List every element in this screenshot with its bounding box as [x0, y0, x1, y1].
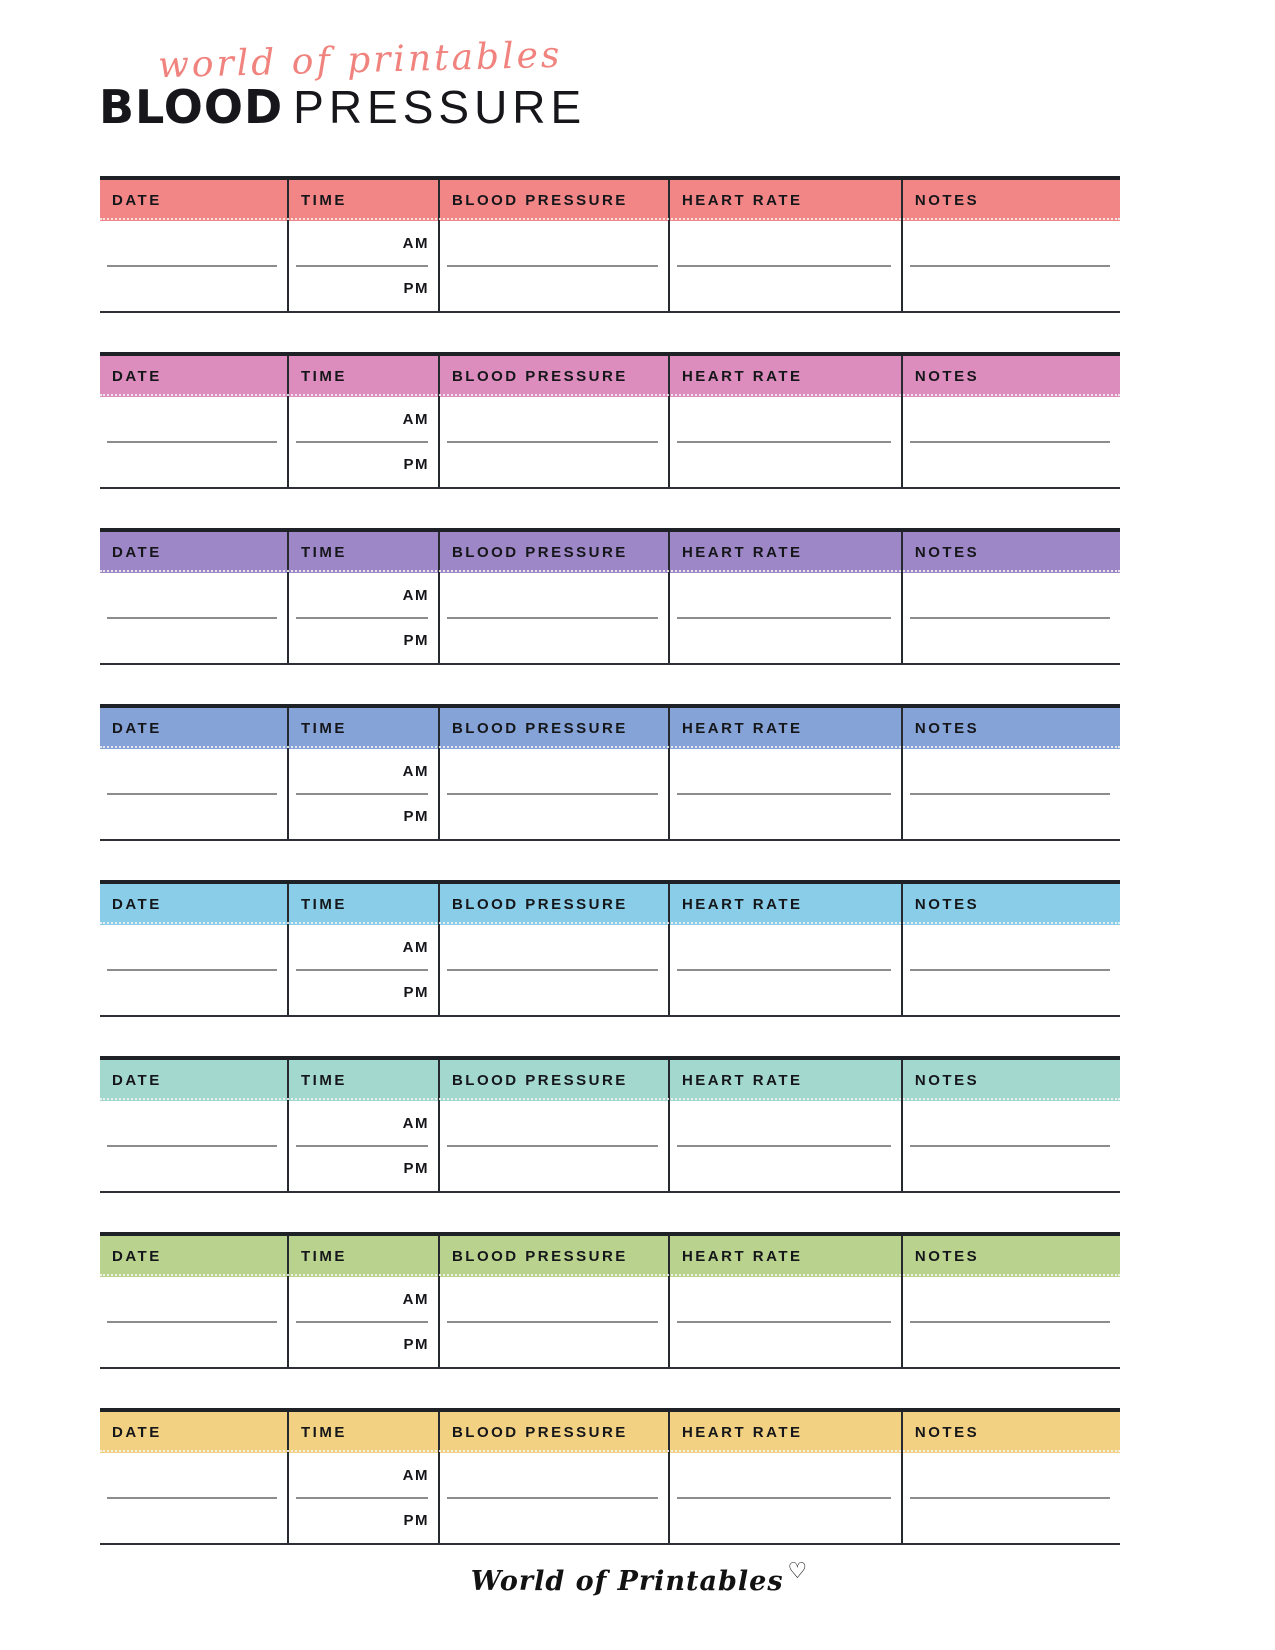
writing-line [107, 265, 277, 267]
table-body [100, 1453, 1120, 1545]
column-header-heart-rate: HEART RATE [670, 1236, 903, 1277]
writing-line [677, 1497, 891, 1499]
column-header-time: TIME [289, 180, 440, 221]
blood-pressure-entry-cell [440, 573, 670, 663]
column-header-heart-rate: HEART RATE [670, 708, 903, 749]
column-header-time: TIME [289, 1236, 440, 1277]
writing-line [447, 1321, 658, 1323]
table-body [100, 1101, 1120, 1193]
pm-label: PM [403, 456, 429, 473]
writing-line [447, 793, 658, 795]
date-entry-cell [100, 1453, 289, 1543]
column-header-blood-pressure: BLOOD PRESSURE [440, 180, 670, 221]
bp-table-2 [100, 352, 1120, 489]
bp-table-4 [100, 704, 1120, 841]
pm-label: PM [403, 1336, 429, 1353]
writing-line [910, 1145, 1110, 1147]
column-header-time: TIME [289, 884, 440, 925]
column-header-date: DATE [100, 356, 289, 397]
column-header-time: TIME [289, 1412, 440, 1453]
writing-line [447, 969, 658, 971]
column-header-blood-pressure: BLOOD PRESSURE [440, 1060, 670, 1101]
column-header-time: TIME [289, 1060, 440, 1101]
page-title [99, 80, 586, 134]
writing-line [677, 793, 891, 795]
writing-line [910, 441, 1110, 443]
column-header-blood-pressure: BLOOD PRESSURE [440, 884, 670, 925]
time-entry-cell [289, 1453, 440, 1543]
table-header-row [100, 352, 1120, 397]
writing-line [677, 617, 891, 619]
writing-line [910, 793, 1110, 795]
am-label: AM [402, 763, 429, 780]
heart-rate-entry-cell [670, 397, 903, 487]
table-header-row [100, 176, 1120, 221]
column-header-notes: NOTES [914, 1424, 980, 1441]
column-header-time: TIME [289, 356, 440, 397]
date-entry-cell [100, 573, 289, 663]
page-title-bold: BLOOD [99, 80, 284, 134]
column-header-blood-pressure: BLOOD PRESSURE [440, 1412, 670, 1453]
date-entry-cell [100, 1277, 289, 1367]
column-header-heart-rate: HEART RATE [670, 356, 903, 397]
column-header-heart-rate: HEART RATE [670, 1060, 903, 1101]
heart-rate-entry-cell [670, 221, 903, 311]
am-label: AM [402, 411, 429, 428]
column-header-notes: NOTES [914, 896, 980, 913]
blood-pressure-entry-cell [440, 1277, 670, 1367]
writing-line [296, 1145, 428, 1147]
writing-line [910, 969, 1110, 971]
bp-table-3 [100, 528, 1120, 665]
bp-table-8 [100, 1408, 1120, 1545]
blood-pressure-entry-cell [440, 397, 670, 487]
table-header-row [100, 528, 1120, 573]
column-header-notes: NOTES [914, 1248, 980, 1265]
writing-line [677, 1145, 891, 1147]
writing-line [677, 265, 891, 267]
pm-label: PM [403, 984, 429, 1001]
page-title-light: PRESSURE [293, 81, 587, 133]
writing-line [910, 1321, 1110, 1323]
table-body [100, 925, 1120, 1017]
am-label: AM [402, 939, 429, 956]
writing-line [107, 1321, 277, 1323]
time-entry-cell [289, 397, 440, 487]
am-label: AM [402, 1291, 429, 1308]
column-header-heart-rate: HEART RATE [670, 532, 903, 573]
am-label: AM [402, 1115, 429, 1132]
column-header-heart-rate: HEART RATE [670, 180, 903, 221]
table-body [100, 1277, 1120, 1369]
date-entry-cell [100, 1101, 289, 1191]
pm-label: PM [403, 632, 429, 649]
writing-line [910, 265, 1110, 267]
blood-pressure-entry-cell [440, 1453, 670, 1543]
notes-entry-cell [903, 925, 1120, 1015]
column-header-time: TIME [289, 708, 440, 749]
column-header-date: DATE [100, 884, 289, 925]
writing-line [296, 1321, 428, 1323]
am-label: AM [402, 235, 429, 252]
pm-label: PM [403, 808, 429, 825]
column-header-date: DATE [100, 1060, 289, 1101]
column-header-notes: NOTES [914, 368, 980, 385]
writing-line [910, 617, 1110, 619]
date-entry-cell [100, 749, 289, 839]
writing-line [910, 1497, 1110, 1499]
column-header-date: DATE [100, 708, 289, 749]
footer-brand-text: World of Printables [470, 1566, 784, 1597]
column-header-blood-pressure: BLOOD PRESSURE [440, 356, 670, 397]
column-header-date: DATE [100, 532, 289, 573]
column-header-notes: NOTES [914, 192, 980, 209]
notes-entry-cell [903, 221, 1120, 311]
time-entry-cell [289, 221, 440, 311]
bp-table-7 [100, 1232, 1120, 1369]
column-header-notes: NOTES [914, 720, 980, 737]
heart-rate-entry-cell [670, 749, 903, 839]
column-header-blood-pressure: BLOOD PRESSURE [440, 708, 670, 749]
pm-label: PM [403, 280, 429, 297]
table-body [100, 573, 1120, 665]
am-label: AM [402, 1467, 429, 1484]
table-header-row [100, 1056, 1120, 1101]
writing-line [296, 441, 428, 443]
writing-line [677, 1321, 891, 1323]
heart-rate-entry-cell [670, 925, 903, 1015]
blood-pressure-entry-cell [440, 221, 670, 311]
writing-line [447, 441, 658, 443]
writing-line [447, 1497, 658, 1499]
table-body [100, 397, 1120, 489]
heart-rate-entry-cell [670, 573, 903, 663]
pm-label: PM [403, 1160, 429, 1177]
notes-entry-cell [903, 573, 1120, 663]
writing-line [447, 1145, 658, 1147]
writing-line [447, 265, 658, 267]
writing-line [296, 617, 428, 619]
writing-line [296, 793, 428, 795]
writing-line [296, 265, 428, 267]
blood-pressure-entry-cell [440, 925, 670, 1015]
writing-line [107, 969, 277, 971]
am-label: AM [402, 587, 429, 604]
date-entry-cell [100, 925, 289, 1015]
date-entry-cell [100, 397, 289, 487]
time-entry-cell [289, 749, 440, 839]
blood-pressure-entry-cell [440, 749, 670, 839]
column-header-heart-rate: HEART RATE [670, 884, 903, 925]
table-header-row [100, 1232, 1120, 1277]
writing-line [677, 441, 891, 443]
notes-entry-cell [903, 1277, 1120, 1367]
time-entry-cell [289, 573, 440, 663]
table-body [100, 221, 1120, 313]
table-body [100, 749, 1120, 841]
writing-line [107, 441, 277, 443]
time-entry-cell [289, 1277, 440, 1367]
table-header-row [100, 880, 1120, 925]
heart-rate-entry-cell [670, 1101, 903, 1191]
footer-brand [0, 1558, 1275, 1597]
time-entry-cell [289, 1101, 440, 1191]
column-header-heart-rate: HEART RATE [670, 1412, 903, 1453]
pm-label: PM [403, 1512, 429, 1529]
heart-icon: ♡ [787, 1558, 809, 1584]
blood-pressure-entry-cell [440, 1101, 670, 1191]
column-header-date: DATE [100, 1412, 289, 1453]
writing-line [107, 793, 277, 795]
table-header-row [100, 704, 1120, 749]
column-header-notes: NOTES [914, 1072, 980, 1089]
column-header-blood-pressure: BLOOD PRESSURE [440, 1236, 670, 1277]
heart-rate-entry-cell [670, 1277, 903, 1367]
notes-entry-cell [903, 749, 1120, 839]
notes-entry-cell [903, 1453, 1120, 1543]
sections [100, 176, 1120, 1584]
writing-line [677, 969, 891, 971]
table-header-row [100, 1408, 1120, 1453]
brand-script: world of printables [157, 34, 563, 87]
column-header-notes: NOTES [914, 544, 980, 561]
writing-line [107, 1145, 277, 1147]
bp-table-5 [100, 880, 1120, 1017]
column-header-blood-pressure: BLOOD PRESSURE [440, 532, 670, 573]
writing-line [447, 617, 658, 619]
writing-line [107, 617, 277, 619]
column-header-date: DATE [100, 1236, 289, 1277]
column-header-time: TIME [289, 532, 440, 573]
date-entry-cell [100, 221, 289, 311]
bp-table-6 [100, 1056, 1120, 1193]
writing-line [107, 1497, 277, 1499]
column-header-date: DATE [100, 180, 289, 221]
bp-table-1 [100, 176, 1120, 313]
notes-entry-cell [903, 1101, 1120, 1191]
writing-line [296, 1497, 428, 1499]
notes-entry-cell [903, 397, 1120, 487]
time-entry-cell [289, 925, 440, 1015]
writing-line [296, 969, 428, 971]
heart-rate-entry-cell [670, 1453, 903, 1543]
